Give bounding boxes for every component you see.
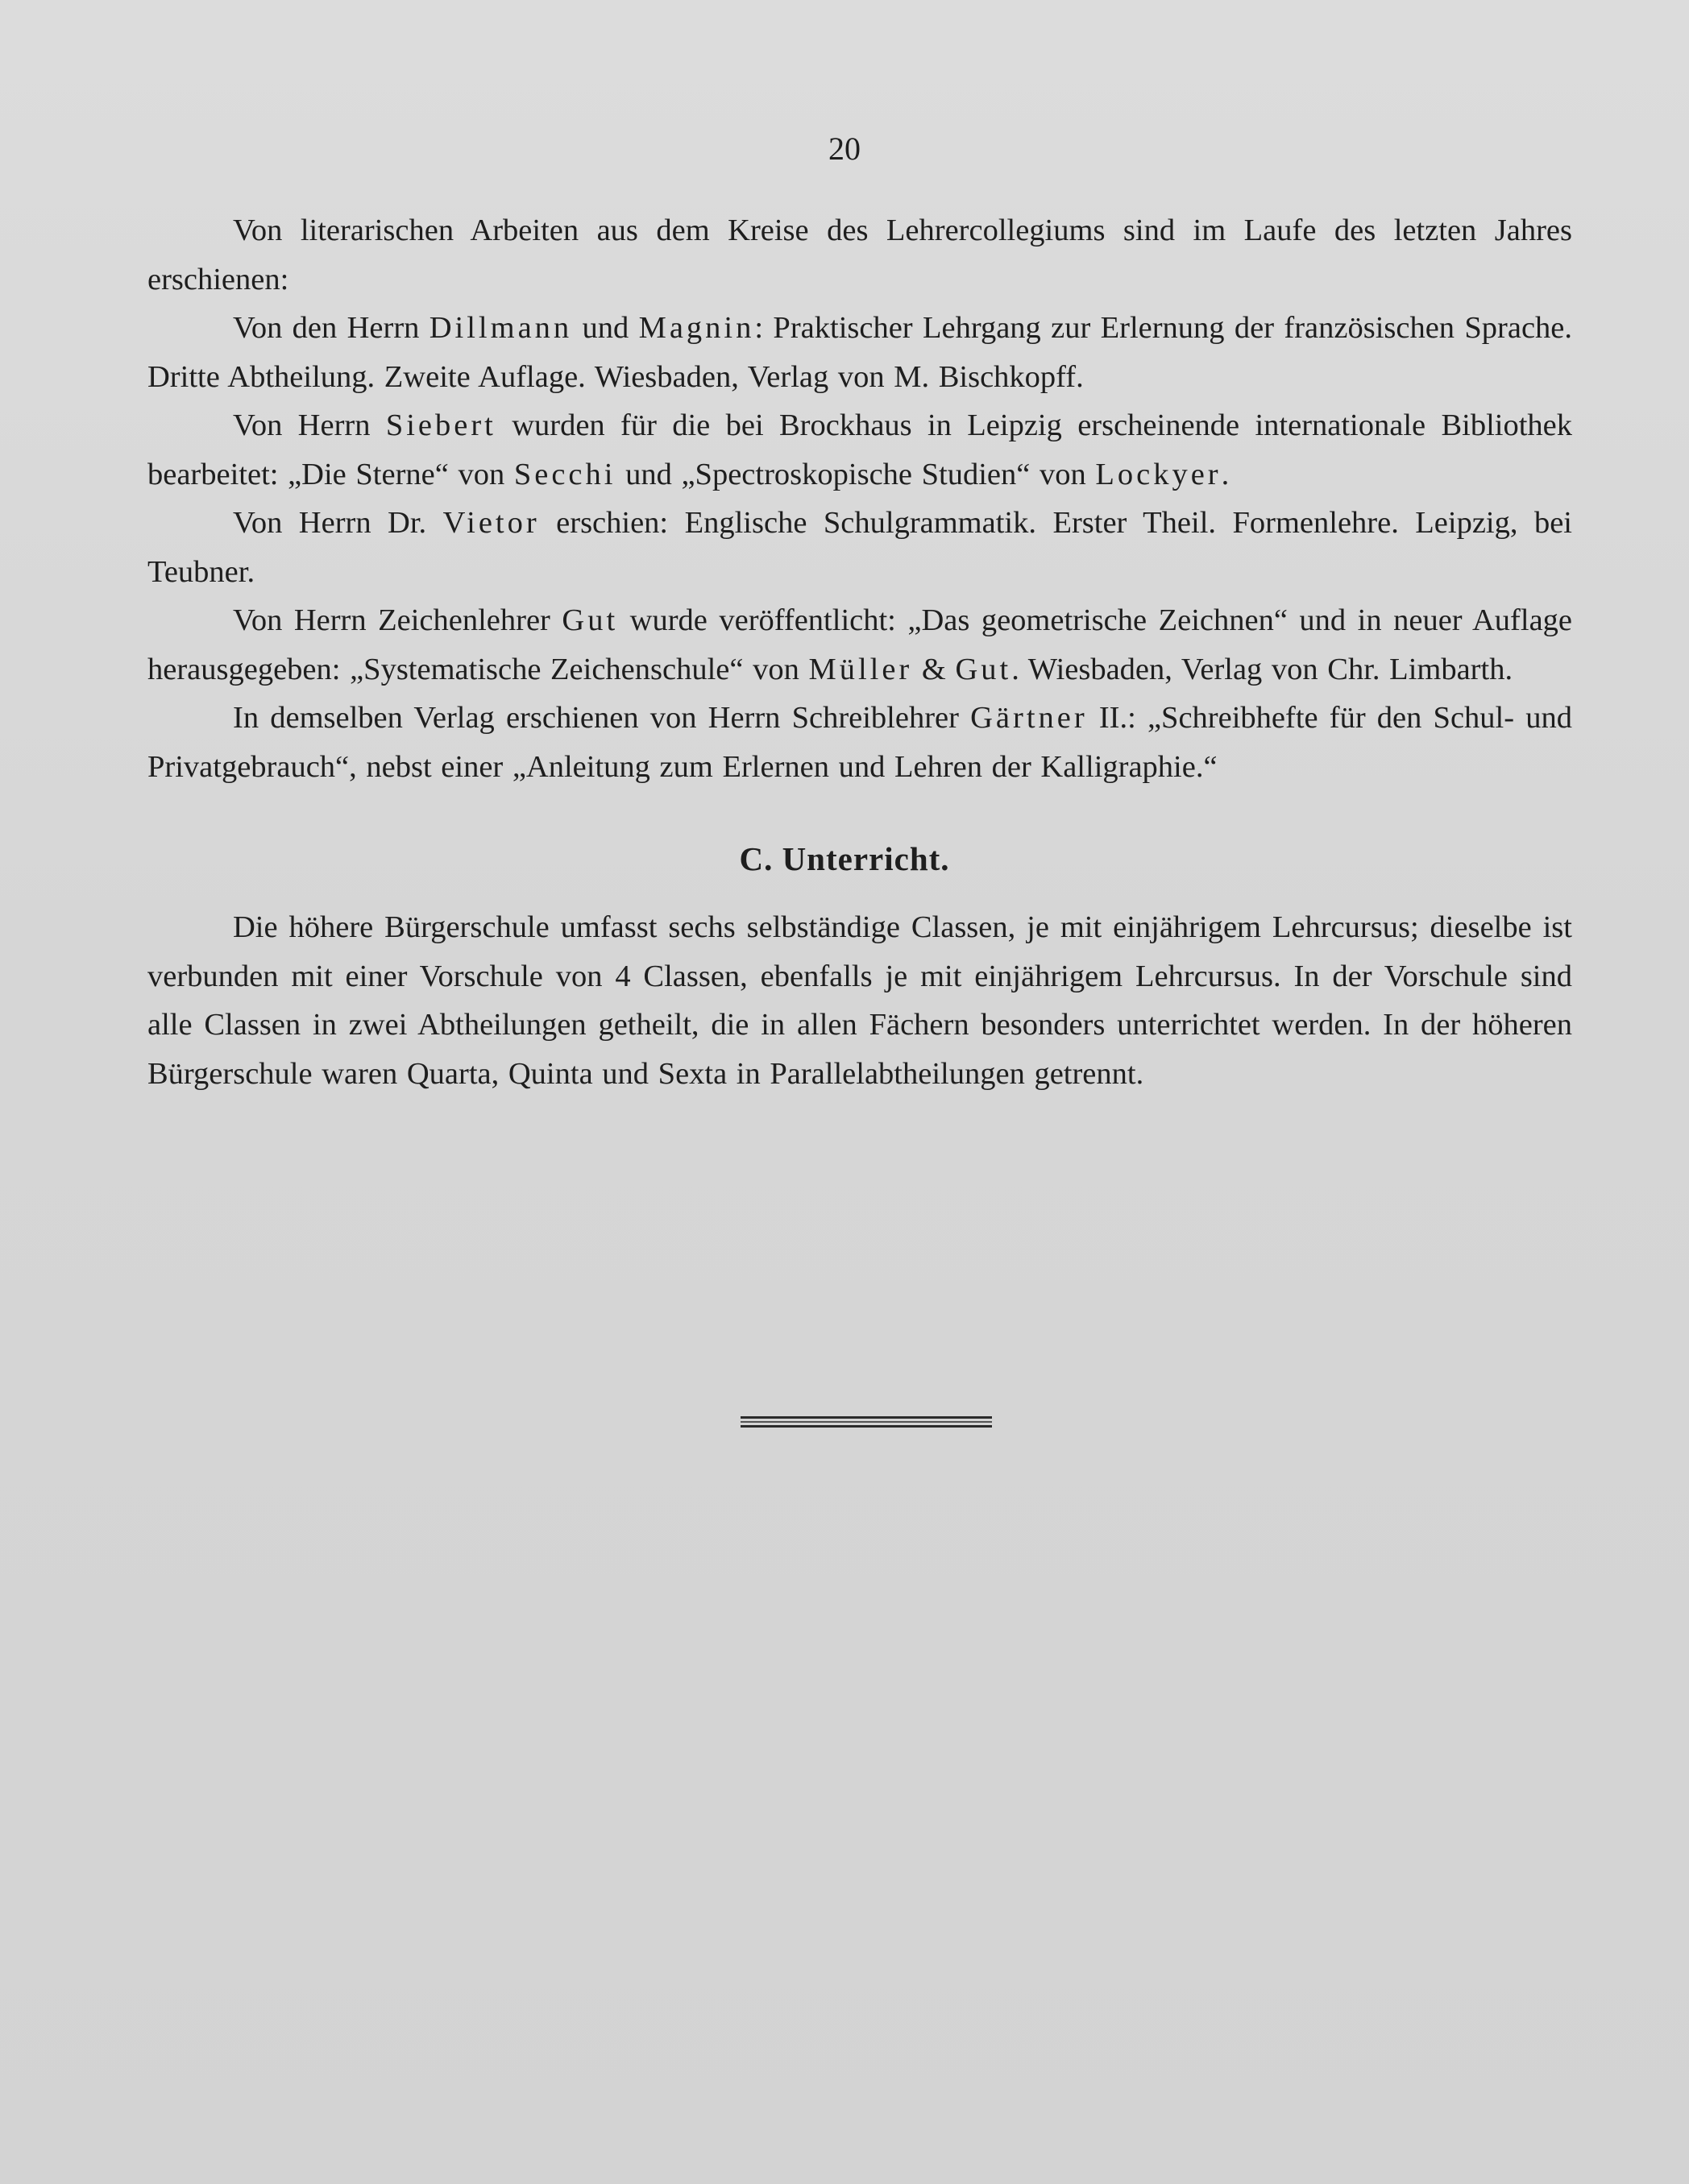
page-number: 20 xyxy=(828,131,861,167)
section-heading: C. Unterricht. xyxy=(739,840,950,877)
text-run: II.: „Schreibhefte für den Schul- und Privatgebrauch“, nebst einer „Anleitung zum Erlernen und Lehren der Kalligraphie.“ xyxy=(147,701,1572,784)
text-run: und „Spectroskopische Studien“ von xyxy=(616,457,1096,491)
text-run: : Praktischer Lehrgang zur Erlernung der französischen Sprache. Dritte Abtheilung. Zweite Auflage. Wiesbaden, Verlag von M. Bischkopff. xyxy=(147,311,1573,394)
paragraph-intro: Von literarischen Arbeiten aus dem Kreise des Lehrercollegiums sind im Laufe des letzten Jahres erschienen: xyxy=(147,213,1572,296)
divider-line xyxy=(741,1425,992,1428)
author-name: Dillmann xyxy=(429,311,573,345)
paragraph-school-structure: Die höhere Bürgerschule umfasst sechs selbständige Classen, je mit einjährigem Lehrcursus; dieselbe ist verbunden mit einer Vorschule von 4 Classen, ebenfalls je mit einjährigem Lehrcursus. In der Vorschule sind alle Classen in zwei Abtheilungen getheilt, die in allen Fächern besonders unterrichtet werden. In der höheren Bürgerschule waren Quarta, Quinta und Sexta in Parallelabtheilungen getrennt. xyxy=(147,910,1572,1091)
instruction-section xyxy=(147,903,1572,1098)
paragraph-gaertner xyxy=(147,694,1572,791)
author-name: Lockyer xyxy=(1095,457,1222,491)
text-run: In demselben Verlag erschienen von Herrn Schreiblehrer xyxy=(233,701,971,735)
decorative-divider xyxy=(741,1416,992,1428)
text-run: Von den Herrn xyxy=(233,311,430,345)
author-name: Secchi xyxy=(513,457,616,491)
text-run: Von Herrn xyxy=(233,408,386,442)
author-name: Siebert xyxy=(385,408,496,442)
text-run: wurde veröffentlicht: „Das geometrische Zeichnen“ und in neuer Auflage herausgegeben: „Systematische Zeichenschule“ von xyxy=(147,603,1572,686)
text-run: & xyxy=(912,652,956,686)
divider-line xyxy=(741,1421,992,1423)
text-run: Von Herrn Zeichenlehrer xyxy=(233,603,562,637)
text-run: und xyxy=(572,311,639,345)
text-run: erschien: Englische Schulgrammatik. Erster Theil. Formenlehre. Leipzig, bei Teubner. xyxy=(147,506,1573,589)
paragraph-vietor xyxy=(147,499,1572,596)
author-name: Magnin xyxy=(638,311,755,345)
author-name: Gut xyxy=(955,652,1012,686)
author-name: Müller xyxy=(808,652,913,686)
divider-line xyxy=(741,1416,992,1419)
author-name: Gut xyxy=(562,603,619,637)
text-run: wurden für die bei Brockhaus in Leipzig erscheinende internationale Bibliothek bearbeitet: „Die Sterne“ von xyxy=(147,408,1573,491)
author-name: Vietor xyxy=(442,506,540,540)
text-run: . Wiesbaden, Verlag von Chr. Limbarth. xyxy=(1011,652,1513,686)
literary-works-section xyxy=(147,206,1572,791)
text-run: Von Herrn Dr. xyxy=(233,506,443,540)
paragraph-siebert xyxy=(147,401,1572,499)
paragraph-gut xyxy=(147,596,1572,694)
text-run: . xyxy=(1221,457,1230,491)
author-name: Gärtner xyxy=(970,701,1088,735)
paragraph-dillmann-magnin xyxy=(147,304,1572,401)
